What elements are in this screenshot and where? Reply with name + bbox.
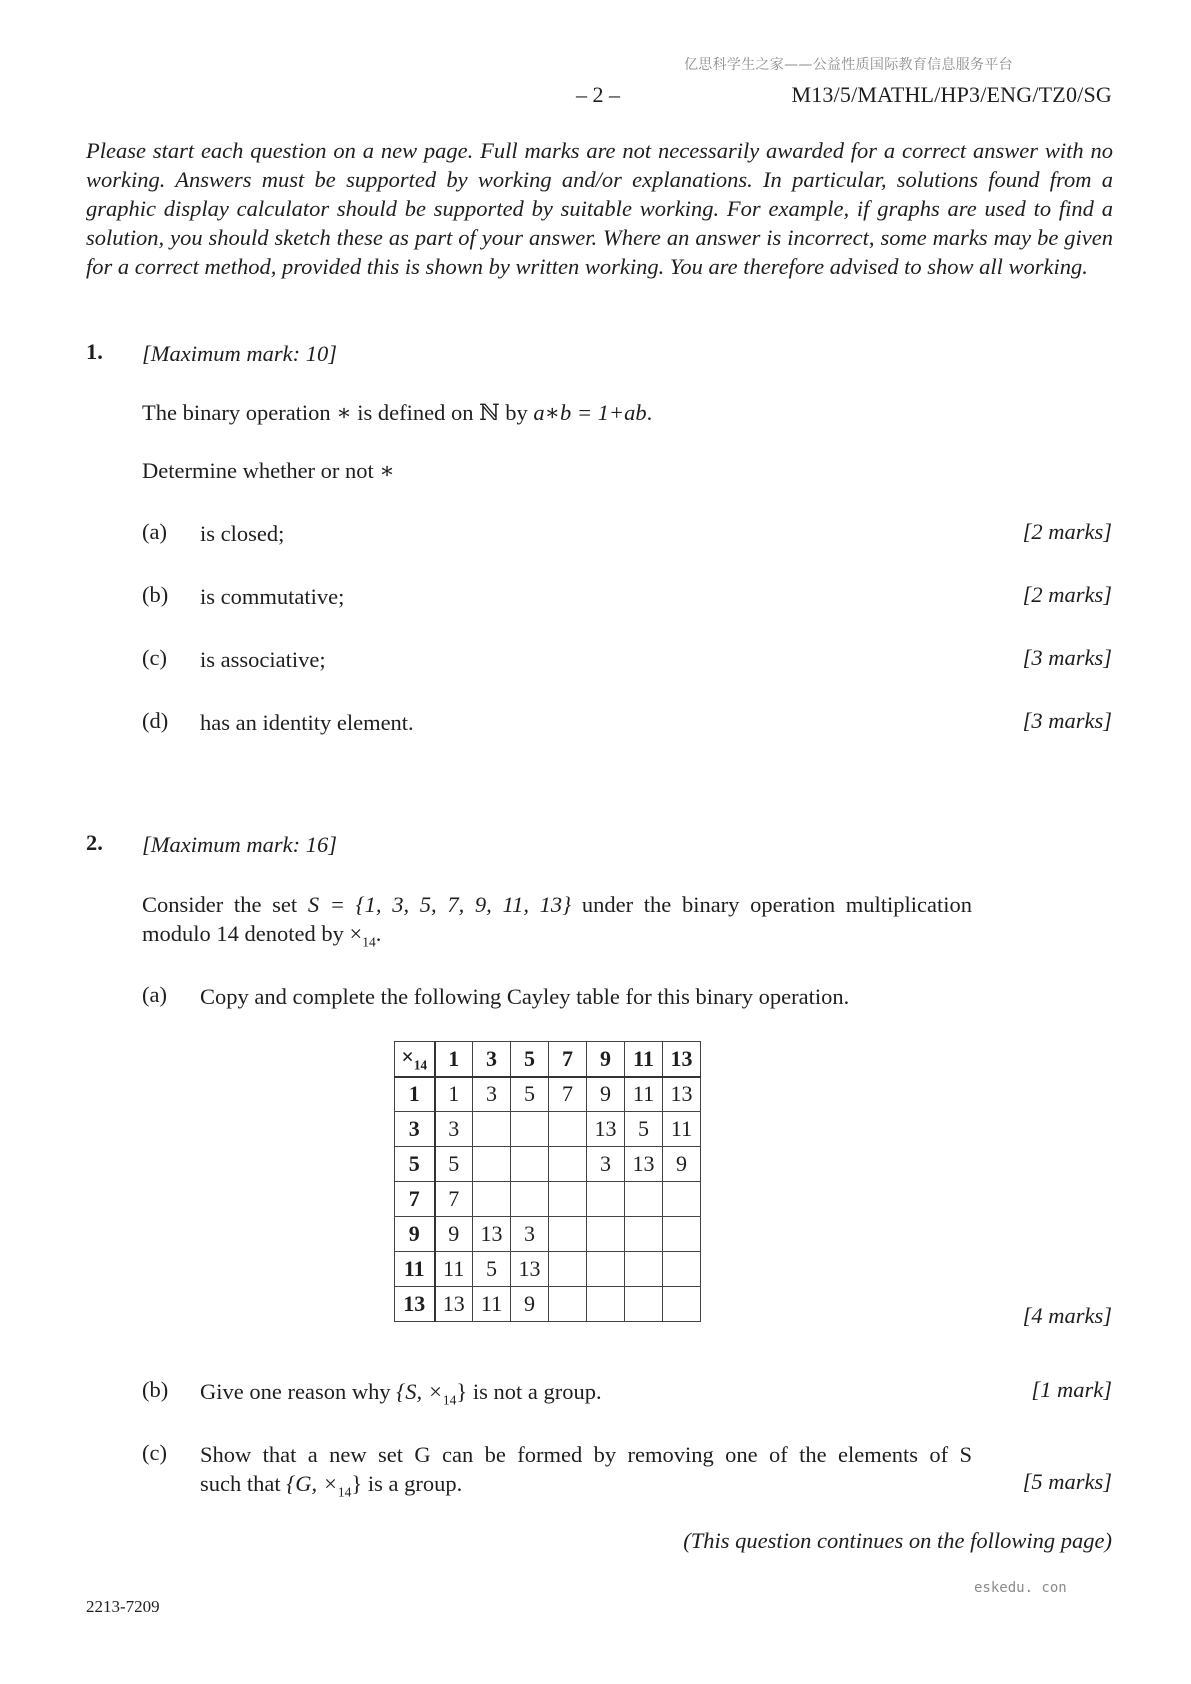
paper-code: M13/5/MATHL/HP3/ENG/TZ0/SG [791, 82, 1112, 107]
q1-part-a-text: is closed; [200, 521, 285, 546]
cayley-cell [663, 1252, 701, 1287]
cayley-row [395, 1112, 701, 1147]
cayley-cell: 3 [435, 1112, 473, 1147]
cayley-row [395, 1182, 701, 1217]
q2-part-c-line1: Show that a new set G can be formed by removing one of the elements of S [200, 1442, 972, 1467]
q1-part-c-marks: [3 marks] [1022, 645, 1112, 670]
q1-part-d-marks: [3 marks] [1022, 708, 1112, 733]
cayley-cell: 5 [473, 1252, 511, 1287]
q1-op: ∗ [336, 400, 352, 425]
q2-part-c-text-b: is a group. [367, 1471, 463, 1496]
cayley-cell [663, 1217, 701, 1252]
q1-stem-end: . [646, 400, 653, 425]
cayley-table [394, 1041, 701, 1322]
cayley-col-head: 9 [587, 1042, 625, 1077]
cayley-cell [625, 1252, 663, 1287]
q1-stem [142, 398, 652, 427]
cayley-cell [549, 1287, 587, 1322]
cayley-cell [663, 1287, 701, 1322]
cayley-cell [511, 1182, 549, 1217]
cayley-cell [549, 1217, 587, 1252]
q2-part-b-text-b: is not a group. [472, 1379, 602, 1404]
cayley-row-head: 13 [395, 1287, 435, 1322]
q2-part-b-text-a: Give one reason why [200, 1379, 391, 1404]
cayley-cell [473, 1182, 511, 1217]
cayley-corner: $\times_{14}$ [395, 1042, 435, 1077]
q2-op-sub: 14 [362, 934, 376, 950]
q2-part-c-expr-sub: 14 [337, 1484, 352, 1500]
cayley-cell: 13 [473, 1217, 511, 1252]
cayley-row [395, 1077, 701, 1112]
q2-part-b-label: (b) [142, 1377, 169, 1402]
q1-prompt-text: Determine whether or not [142, 458, 374, 483]
q2-part-b-expr-sub: 14 [442, 1392, 457, 1408]
q2-part-a-label: (a) [142, 982, 167, 1007]
q2-set-def: S = {1, 3, 5, 7, 9, 11, 13} [307, 892, 572, 917]
cayley-row-head: 1 [395, 1077, 435, 1112]
cayley-cell [473, 1147, 511, 1182]
cayley-col-head: 7 [549, 1042, 587, 1077]
cayley-cell: 13 [435, 1287, 473, 1322]
q1-prompt [142, 456, 395, 485]
cayley-cell: 5 [435, 1147, 473, 1182]
footer-code: 2213-7209 [86, 1597, 160, 1616]
watermark-header: 亿思科学生之家——公益性质国际教育信息服务平台 [684, 57, 1013, 73]
q1-part-c-text: is associative; [200, 647, 326, 672]
cayley-cell: 9 [663, 1147, 701, 1182]
q2-part-a-text: Copy and complete the following Cayley table for this binary operation. [200, 984, 850, 1009]
cayley-col-head: 13 [663, 1042, 701, 1077]
q2-number: 2. [86, 830, 103, 855]
cayley-cell [663, 1182, 701, 1217]
q1-stem-c: by [505, 400, 528, 425]
q2-op-symbol: × [349, 921, 363, 946]
q1-stem-b: is defined on [357, 400, 474, 425]
q2-stem-line1 [142, 890, 972, 919]
cayley-cell: 11 [625, 1077, 663, 1112]
cayley-cell [625, 1217, 663, 1252]
cayley-col-head: 3 [473, 1042, 511, 1077]
q1-part-b-text: is commutative; [200, 584, 345, 609]
cayley-cell [549, 1252, 587, 1287]
cayley-cell: 5 [511, 1077, 549, 1112]
cayley-cell [549, 1147, 587, 1182]
cayley-row [395, 1217, 701, 1252]
cayley-cell [549, 1112, 587, 1147]
cayley-cell: 1 [435, 1077, 473, 1112]
continue-note: (This question continues on the following page) [683, 1528, 1112, 1553]
q1-part-b-marks: [2 marks] [1022, 582, 1112, 607]
q1-part-d-text: has an identity element. [200, 710, 414, 735]
cayley-row-head: 3 [395, 1112, 435, 1147]
q2-part-b-text [200, 1377, 602, 1415]
q1-part-c-label: (c) [142, 645, 167, 670]
q1-stem-a: The binary operation [142, 400, 331, 425]
q1-number: 1. [86, 339, 103, 364]
cayley-row-head: 7 [395, 1182, 435, 1217]
cayley-cell: 5 [625, 1112, 663, 1147]
cayley-cell: 3 [473, 1077, 511, 1112]
q2-part-c-expr-end: } [351, 1471, 363, 1496]
q1-part-a-label: (a) [142, 519, 167, 544]
cayley-cell: 13 [625, 1147, 663, 1182]
q2-stem-end: . [375, 921, 382, 946]
cayley-cell: 13 [587, 1112, 625, 1147]
cayley-row [395, 1147, 701, 1182]
cayley-cell [587, 1287, 625, 1322]
cayley-cell: 13 [663, 1077, 701, 1112]
cayley-cell: 3 [511, 1217, 549, 1252]
cayley-col-head: 11 [625, 1042, 663, 1077]
page-number: – 2 – [576, 82, 620, 107]
q1-prompt-op: ∗ [379, 458, 395, 483]
q2-stem [142, 890, 972, 957]
cayley-header-row [395, 1042, 701, 1077]
q1-max-mark: [Maximum mark: 10] [142, 341, 337, 366]
q2-part-b-expr: {S, × [396, 1379, 443, 1404]
q2-part-a-marks: [4 marks] [1022, 1303, 1112, 1328]
instructions: Please start each question on a new page. Full marks are not necessarily awarded for a correct answer with no working. Answers must be supported by working and/or explanations. In particular, solutions found from a graphic display calculator should be supported by suitable working. For example, if graphs are used to find a solution, you should sketch these as part of your answer. Where an answer is incorrect, some marks may be given for a correct method, provided this is shown by written working. You are therefore advised to show all working. [86, 138, 1113, 279]
cayley-col-head: 1 [435, 1042, 473, 1077]
watermark-footer: eskedu. con [974, 1580, 1067, 1596]
q2-part-b-marks: [1 mark] [1031, 1377, 1112, 1402]
q2-part-c-label: (c) [142, 1440, 167, 1465]
q1-naturals: ℕ [479, 400, 500, 425]
cayley-cell: 9 [587, 1077, 625, 1112]
cayley-cell: 3 [587, 1147, 625, 1182]
q2-stem-b: under the binary operation multiplication [581, 892, 973, 917]
cayley-cell [587, 1252, 625, 1287]
cayley-row [395, 1252, 701, 1287]
cayley-cell: 7 [549, 1077, 587, 1112]
q2-stem-a: Consider the set [142, 892, 298, 917]
q2-stem-c: modulo 14 denoted by [142, 921, 344, 946]
cayley-cell [473, 1112, 511, 1147]
q1-part-a-marks: [2 marks] [1022, 519, 1112, 544]
q2-part-c-line2 [200, 1469, 972, 1507]
cayley-row-head: 9 [395, 1217, 435, 1252]
q2-part-c-text [200, 1440, 972, 1507]
q2-part-c-marks: [5 marks] [1022, 1469, 1112, 1494]
cayley-cell [587, 1182, 625, 1217]
cayley-row-head: 11 [395, 1252, 435, 1287]
cayley-cell: 11 [663, 1112, 701, 1147]
cayley-cell: 11 [435, 1252, 473, 1287]
cayley-cell [511, 1147, 549, 1182]
q2-stem-line2 [142, 919, 972, 957]
cayley-row [395, 1287, 701, 1322]
cayley-cell [587, 1217, 625, 1252]
q2-part-b-expr-end: } [456, 1379, 468, 1404]
cayley-cell [625, 1287, 663, 1322]
cayley-cell: 13 [511, 1252, 549, 1287]
cayley-cell: 9 [511, 1287, 549, 1322]
cayley-col-head: 5 [511, 1042, 549, 1077]
cayley-cell [625, 1182, 663, 1217]
cayley-row-head: 5 [395, 1147, 435, 1182]
cayley-cell: 11 [473, 1287, 511, 1322]
q2-part-c-text-a: such that [200, 1471, 281, 1496]
cayley-cell: 9 [435, 1217, 473, 1252]
q1-part-d-label: (d) [142, 708, 169, 733]
q1-formula: a∗b = 1+ab [533, 400, 647, 425]
cayley-cell [511, 1112, 549, 1147]
q2-part-c-expr: {G, × [286, 1471, 338, 1496]
cayley-cell [549, 1182, 587, 1217]
cayley-cell: 7 [435, 1182, 473, 1217]
q1-part-b-label: (b) [142, 582, 169, 607]
q2-max-mark: [Maximum mark: 16] [142, 832, 337, 857]
